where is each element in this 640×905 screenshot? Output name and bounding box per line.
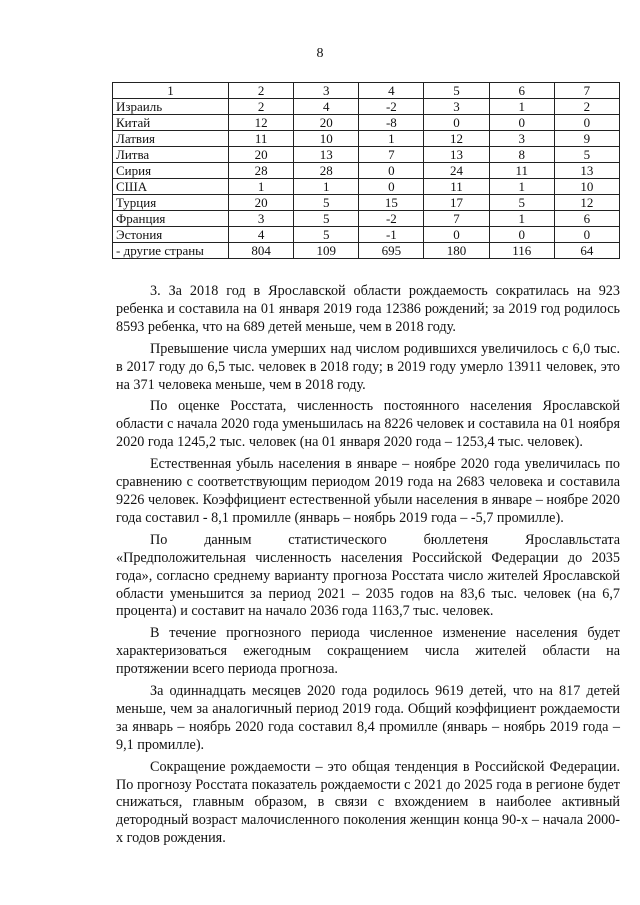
value-cell: 12 (424, 131, 489, 147)
value-cell: 15 (359, 195, 424, 211)
value-cell: 11 (489, 163, 554, 179)
paragraph: Естественная убыль населения в январе – ноябре 2020 года увеличилась по сравнению с соответствующим периодом 2019 года на 2683 человека и составила 9226 человек. Коэффициент естественной убыли населения в январе – ноябре 2020 года составил - 8,1 промилле (январь – ноябрь 2019 года – -5,7 промилле). (116, 456, 620, 526)
value-cell: 1 (489, 179, 554, 195)
paragraph: За одиннадцать месяцев 2020 года родилось 9619 детей, что на 817 детей меньше, чем за аналогичный период 2019 года. Общий коэффициент рождаемости за январь – ноябрь 2020 года составил 8,4 промилле (январь – ноябрь 2019 года – 9,1 промилле). (116, 683, 620, 753)
table-row (113, 147, 620, 163)
table-row (113, 211, 620, 227)
value-cell: 2 (229, 99, 294, 115)
table-row (113, 99, 620, 115)
table-row (113, 115, 620, 131)
table-row (113, 163, 620, 179)
value-cell: 7 (359, 147, 424, 163)
country-cell: Эстония (113, 227, 229, 243)
value-cell: 7 (424, 211, 489, 227)
value-cell: 1 (294, 179, 359, 195)
value-cell: 1 (229, 179, 294, 195)
value-cell: 0 (359, 163, 424, 179)
value-cell: 1 (359, 131, 424, 147)
table-header-cell: 7 (554, 83, 619, 99)
country-cell: США (113, 179, 229, 195)
value-cell: 13 (554, 163, 619, 179)
value-cell: 20 (294, 115, 359, 131)
value-cell: 0 (359, 179, 424, 195)
table-header-cell: 4 (359, 83, 424, 99)
value-cell: -8 (359, 115, 424, 131)
value-cell: 20 (229, 147, 294, 163)
value-cell: 116 (489, 243, 554, 259)
value-cell: 24 (424, 163, 489, 179)
value-cell: 10 (294, 131, 359, 147)
value-cell: 13 (294, 147, 359, 163)
country-cell: - другие страны (113, 243, 229, 259)
table-header-cell: 5 (424, 83, 489, 99)
value-cell: 12 (554, 195, 619, 211)
value-cell: 5 (294, 211, 359, 227)
country-cell: Китай (113, 115, 229, 131)
country-cell: Сирия (113, 163, 229, 179)
value-cell: 6 (554, 211, 619, 227)
country-cell: Израиль (113, 99, 229, 115)
value-cell: 64 (554, 243, 619, 259)
table-row (113, 243, 620, 259)
value-cell: 5 (294, 227, 359, 243)
paragraph: В течение прогнозного периода численное изменение населения будет характеризоваться ежегодным сокращением числа жителей области на протяжении всего периода прогноза. (116, 625, 620, 678)
value-cell: 180 (424, 243, 489, 259)
value-cell: 4 (294, 99, 359, 115)
country-cell: Латвия (113, 131, 229, 147)
paragraph: 3. За 2018 год в Ярославской области рождаемость сократилась на 923 ребенка и составила на 01 января 2019 года 12386 рождений; за 2019 год родилось 8593 ребенка, что на 689 детей меньше, чем в 2018 году. (116, 283, 620, 335)
value-cell: 3 (489, 131, 554, 147)
table-header-row (113, 83, 620, 99)
table-row (113, 195, 620, 211)
table-row (113, 227, 620, 243)
value-cell: 11 (424, 179, 489, 195)
value-cell: 0 (489, 227, 554, 243)
value-cell: 1 (489, 211, 554, 227)
country-cell: Франция (113, 211, 229, 227)
value-cell: 3 (424, 99, 489, 115)
value-cell: 5 (554, 147, 619, 163)
table-header-cell: 1 (113, 83, 229, 99)
value-cell: 1 (489, 99, 554, 115)
value-cell: 11 (229, 131, 294, 147)
value-cell: -2 (359, 211, 424, 227)
value-cell: 17 (424, 195, 489, 211)
value-cell: 8 (489, 147, 554, 163)
paragraph: По данным статистического бюллетеня Ярославльстата «Предположительная численность населения Российской Федерации до 2035 года», согласно среднему варианту прогноза Росстата число жителей Ярославской области уменьшится за период 2021 – 2035 годов на 83,6 тыс. человек (на 6,7 процента) и составит на начало 2036 года 1163,7 тыс. человек. (116, 531, 620, 620)
value-cell: 3 (229, 211, 294, 227)
value-cell: 28 (294, 163, 359, 179)
value-cell: 20 (229, 195, 294, 211)
value-cell: -1 (359, 227, 424, 243)
value-cell: 0 (554, 227, 619, 243)
value-cell: 4 (229, 227, 294, 243)
body-text (116, 283, 620, 852)
migration-table (112, 82, 620, 259)
value-cell: 0 (489, 115, 554, 131)
value-cell: 695 (359, 243, 424, 259)
paragraph: Превышение числа умерших над числом родившихся увеличилось с 6,0 тыс. в 2017 году до 6,5 тыс. человек в 2018 году; в 2019 году умерло 13911 человек, это на 371 человека меньше, чем в 2018 году. (116, 340, 620, 393)
table-header-cell: 6 (489, 83, 554, 99)
value-cell: 9 (554, 131, 619, 147)
paragraph: Сокращение рождаемости – это общая тенденция в Российской Федерации. По прогнозу Росстата показатель рождаемости с 2021 до 2025 года в регионе будет снижаться, главным образом, в связи с вхождением в наиболее активный детородный возраст малочисленного поколения женщин конца 90-х – начала 2000-х годов рождения. (116, 758, 620, 847)
value-cell: 109 (294, 243, 359, 259)
value-cell: 0 (424, 115, 489, 131)
value-cell: 13 (424, 147, 489, 163)
value-cell: 5 (489, 195, 554, 211)
paragraph: По оценке Росстата, численность постоянного населения Ярославской области с начала 2020 года уменьшилась на 8226 человек и составила на 01 ноября 2020 года 1245,2 тыс. человек (на 01 января 2020 года – 1253,4 тыс. человек). (116, 398, 620, 451)
value-cell: 804 (229, 243, 294, 259)
table-header-cell: 3 (294, 83, 359, 99)
table-row (113, 131, 620, 147)
page-number: 8 (316, 46, 324, 61)
value-cell: 0 (554, 115, 619, 131)
country-cell: Турция (113, 195, 229, 211)
value-cell: 2 (554, 99, 619, 115)
value-cell: 0 (424, 227, 489, 243)
table-row (113, 179, 620, 195)
country-cell: Литва (113, 147, 229, 163)
value-cell: 28 (229, 163, 294, 179)
table-header-cell: 2 (229, 83, 294, 99)
value-cell: -2 (359, 99, 424, 115)
value-cell: 10 (554, 179, 619, 195)
value-cell: 12 (229, 115, 294, 131)
value-cell: 5 (294, 195, 359, 211)
